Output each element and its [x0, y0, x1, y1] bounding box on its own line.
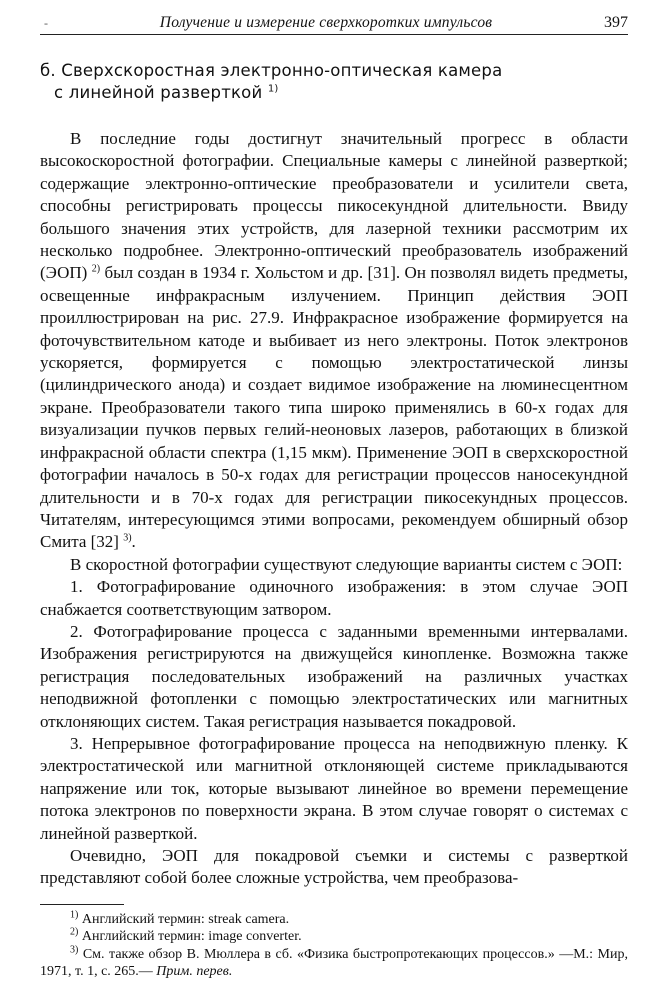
footnotes [40, 911, 628, 981]
footnote-ref-3: 3) [123, 532, 132, 544]
footnote-2-mark: 2) [70, 926, 79, 938]
paragraph-1-part-c: . [131, 532, 136, 552]
footnote-1-text: Английский термин: streak camera. [78, 911, 290, 927]
page-number: 397 [604, 14, 628, 31]
paragraph-1-part-a: В последние годы достигнут значительный прогресс в области высокоскоростной фотографии. Специальные камеры с линейной разверткой; содержащие электронно-оптические преобразователи и усилители света, способны регистрировать процессы пикосекундной длительности. Ввиду большого значения этих устройств, для лазерной техники рассмотрим их несколько подробнее. Электронно-оптический преобразователь изображений (ЭОП) [40, 129, 628, 283]
heading-footnote-mark: 1) [267, 83, 279, 95]
heading-line-1: б. Сверхскоростная электронно-оптическая камера [40, 61, 503, 80]
footnote-1-mark: 1) [70, 909, 79, 921]
footnote-2 [40, 928, 628, 946]
paragraph-6: Очевидно, ЭОП для покадровой съемки и системы с разверткой представляют собой более сложные устройства, чем преобразова- [40, 846, 628, 888]
paragraph-1-part-b: был создан в 1934 г. Хольстом и др. [31]. Он позволял видеть предметы, освещенные инфракрасным излучением. Принцип действия ЭОП проиллюстрирован на рис. 27.9. Инфракрасное изображение формируется на фоточувствительном катоде и выбивает из него электроны. Поток электронов ускоряется, формируется с помощью электростатической линзы (цилиндрического анода) и создает видимое изображение на люминесцентном экране. Преобразователи такого типа широко применялись в 60-х годах для визуализации пучков первых гелий-неоновых лазеров, работающих в близкой инфракрасной области спектра (1,15 мкм). Применение ЭОП в сверхскоростной фотографии началось в 50-х годах для регистрации процессов наносекундной длительности и в 70-х годах для регистрации пикосекундных процессов. Читателям, интересующимся этими вопросами, рекомендуем обширный обзор Смита [32] [40, 263, 628, 552]
body-text [40, 128, 628, 890]
running-header [40, 14, 628, 35]
footnote-1 [40, 911, 628, 929]
heading-line-2 [40, 82, 628, 104]
header-mark: - [44, 16, 48, 30]
book-page [40, 14, 628, 981]
running-title: Получение и измерение сверхкоротких импульсов [159, 14, 493, 31]
footnote-3-translator-note: Прим. перев. [156, 964, 233, 980]
footnote-divider [40, 904, 124, 905]
section-heading [40, 60, 628, 104]
footnote-3 [40, 946, 628, 981]
footnote-3-mark: 3) [70, 944, 79, 956]
heading-line-2-text: с линейной разверткой [54, 83, 263, 102]
paragraph-3: 1. Фотографирование одиночного изображения: в этом случае ЭОП снабжается соответствующим затвором. [40, 577, 628, 619]
footnote-2-text: Английский термин: image converter. [78, 929, 302, 945]
paragraph-2: В скоростной фотографии существуют следующие варианты систем с ЭОП: [70, 554, 623, 574]
paragraph-4: 2. Фотографирование процесса с заданными временными интервалами. Изображения регистрируются на движущейся кинопленке. Возможна также регистрация последовательных изображений на различных участках неподвижной фотопленки с помощью электростатических или магнитных отклоняющих систем. Такая регистрация называется покадровой. [40, 621, 628, 731]
footnote-3-text: См. также обзор В. Мюллера в сб. «Физика быстропротекающих процессов.» —М.: Мир, 1971, т. 1, с. 265.— [40, 946, 628, 980]
paragraph-5: 3. Непрерывное фотографирование процесса на неподвижную пленку. К электростатической или магнитной отклоняющей системе прикладываются напряжение или ток, которые вызывают линейное во времени перемещение потока электронов по поверхности экрана. В этом случае говорят о системах с линейной разверткой. [40, 733, 628, 843]
paragraph-1 [40, 128, 628, 554]
footnote-ref-2: 2) [91, 263, 101, 275]
